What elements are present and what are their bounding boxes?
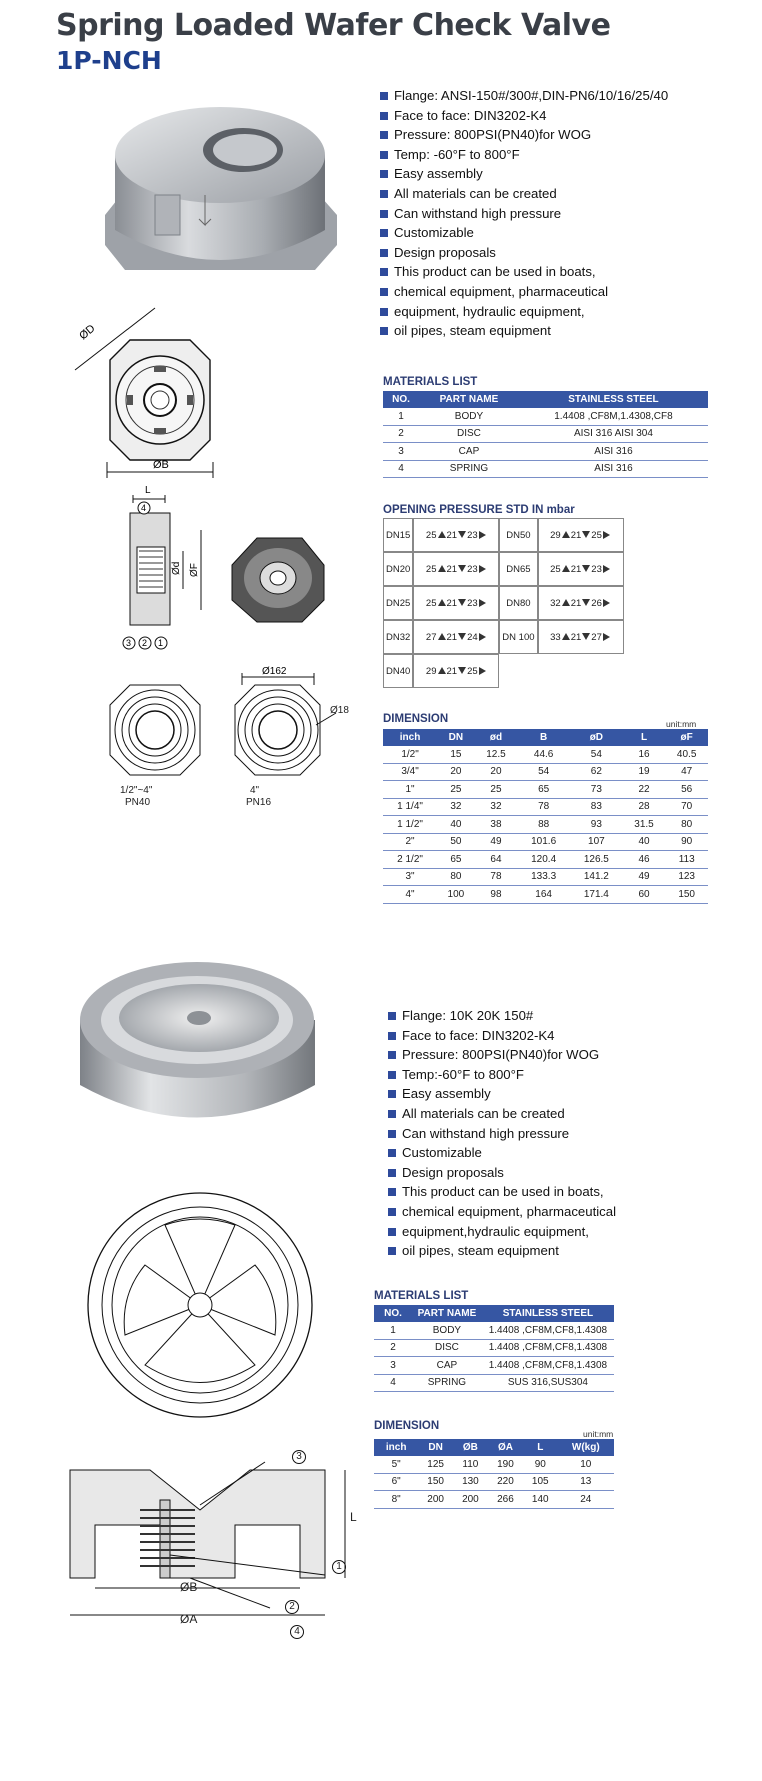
gasket1-rating: PN40 (125, 797, 151, 808)
pressure-value: 25 (550, 563, 561, 575)
table-row (383, 886, 708, 904)
dimension-title-2: DIMENSION (374, 1420, 440, 1432)
pressure-value: 25 (467, 665, 478, 677)
pressure-cell (413, 518, 499, 552)
table-cell: 19 (623, 763, 666, 781)
feature-item-cont: equipment,hydraulic equipment, (388, 1222, 688, 1242)
table-cell: 60 (623, 886, 666, 904)
pressure-value: 29 (550, 529, 561, 541)
col-header: W(kg) (558, 1439, 614, 1456)
pressure-value: 21 (446, 631, 458, 643)
table-cell: 140 (523, 1491, 558, 1509)
feature-item: All materials can be created (388, 1104, 688, 1124)
table-cell: 164 (517, 886, 570, 904)
table-cell: 1 1/4" (383, 798, 437, 816)
gasket2-size: 4" (250, 785, 260, 796)
page-title: Spring Loaded Wafer Check Valve (56, 8, 611, 43)
arrow-up-icon (438, 565, 446, 572)
unit-label-1: unit:mm (666, 719, 697, 729)
table-row (383, 654, 624, 688)
arrow-up-icon (562, 531, 570, 538)
table-cell: 220 (488, 1473, 523, 1491)
table-row (383, 781, 708, 799)
table-cell: 78 (475, 868, 518, 886)
product1-feature-list (380, 86, 680, 341)
arrow-up-icon (438, 667, 446, 674)
col-header: ØA (488, 1439, 523, 1456)
feature-item: Temp: -60°F to 800°F (380, 145, 680, 165)
col-header: STAINLESS STEEL (519, 391, 708, 408)
pressure-value: 23 (467, 563, 478, 575)
table-cell: 130 (453, 1473, 488, 1491)
cutaway-drawing (222, 520, 332, 630)
table-cell: 31.5 (623, 816, 666, 834)
table-cell: 22 (623, 781, 666, 799)
feature-item: This product can be used in boats, (388, 1182, 688, 1202)
table-row (383, 552, 624, 586)
table-cell: 62 (570, 763, 623, 781)
arrow-rt-icon (479, 565, 486, 573)
table-cell: 25 (437, 781, 475, 799)
table-cell: 56 (665, 781, 708, 799)
dn-cell: DN25 (383, 586, 413, 620)
pressure-value: 33 (550, 631, 561, 643)
table-cell: 110 (453, 1456, 488, 1473)
table-cell: 125 (418, 1456, 453, 1473)
product1-photo (95, 95, 345, 285)
pressure-cell (538, 518, 624, 552)
pressure-value: 21 (446, 597, 458, 609)
table-row (383, 833, 708, 851)
table-row (383, 518, 624, 552)
table-row (383, 868, 708, 886)
arrow-dw-icon (458, 633, 466, 640)
dim-label-o162: Ø162 (262, 666, 287, 677)
dim-label-of: ØF (189, 563, 200, 577)
col-header: DN (418, 1439, 453, 1456)
col-header: DN (437, 729, 475, 746)
table-cell: 38 (475, 816, 518, 834)
side-section-drawing (115, 485, 215, 660)
opening-pressure-grid (383, 518, 628, 688)
feature-item: Can withstand high pressure (388, 1124, 688, 1144)
pressure-value: 23 (467, 597, 478, 609)
pressure-value: 21 (570, 529, 582, 541)
product2-feature-list (388, 1006, 688, 1261)
pressure-cell (538, 586, 624, 620)
table-cell: 190 (488, 1456, 523, 1473)
table-cell: 80 (665, 816, 708, 834)
feature-item: Customizable (380, 223, 680, 243)
table-cell: 1/2" (383, 746, 437, 763)
table-cell: 16 (623, 746, 666, 763)
pressure-value: 25 (425, 529, 437, 541)
arrow-up-icon (438, 633, 446, 640)
callout-2: 2 (142, 638, 148, 648)
table-cell: 105 (523, 1473, 558, 1491)
table-row (383, 851, 708, 869)
pressure-cell (538, 552, 624, 586)
table-row (383, 798, 708, 816)
feature-item: Temp:-60°F to 800°F (388, 1065, 688, 1085)
table-cell: 70 (665, 798, 708, 816)
arrow-rt-icon (603, 633, 610, 641)
col-header: STAINLESS STEEL (482, 1305, 614, 1322)
table-cell: 46 (623, 851, 666, 869)
table-cell: 90 (665, 833, 708, 851)
table-cell: 32 (437, 798, 475, 816)
feature-item-cont: oil pipes, steam equipment (388, 1241, 688, 1261)
feature-item: Design proposals (380, 243, 680, 263)
table-row: 3 CAP AISI 316 (383, 443, 708, 461)
table-row: 2 DISC 1.4408 ,CF8M,CF8,1.4308 (374, 1339, 614, 1357)
table-cell: 1 1/2" (383, 816, 437, 834)
callout-4: 4 (290, 1625, 304, 1639)
table-cell: 13 (558, 1473, 614, 1491)
arrow-rt-icon (479, 599, 486, 607)
col-header: ØB (453, 1439, 488, 1456)
table-cell: 64 (475, 851, 518, 869)
dim-label-o18: Ø18 (330, 705, 349, 716)
pressure-value: 21 (570, 631, 582, 643)
col-header: L (623, 729, 666, 746)
pressure-value: 27 (591, 631, 602, 643)
table-cell: 25 (475, 781, 518, 799)
arrow-up-icon (562, 599, 570, 606)
feature-item: Pressure: 800PSI(PN40)for WOG (380, 125, 680, 145)
arrow-dw-icon (458, 599, 466, 606)
table-row: 2 DISC AISI 316 AISI 304 (383, 425, 708, 443)
table-cell: 141.2 (570, 868, 623, 886)
col-header: L (523, 1439, 558, 1456)
dn-cell: DN65 (499, 552, 537, 586)
pressure-value: 32 (550, 597, 561, 609)
table-cell: 65 (517, 781, 570, 799)
arrow-dw-icon (458, 531, 466, 538)
arrow-dw-icon (582, 531, 590, 538)
table-cell: 150 (418, 1473, 453, 1491)
section-drawing-2 (60, 1460, 360, 1760)
table-cell: 32 (475, 798, 518, 816)
feature-item: Can withstand high pressure (380, 204, 680, 224)
table-row (383, 586, 624, 620)
table-cell: 2" (383, 833, 437, 851)
arrow-rt-icon (479, 633, 486, 641)
dim-label-ob: ØB (153, 459, 169, 471)
col-header: inch (383, 729, 437, 746)
feature-item: Design proposals (388, 1163, 688, 1183)
gasket-drawings (90, 665, 340, 790)
dn-cell: DN32 (383, 620, 413, 654)
table-cell: 73 (570, 781, 623, 799)
pressure-cell (413, 552, 499, 586)
front-view-drawing (55, 300, 240, 485)
col-header: ød (475, 729, 518, 746)
table-cell: 200 (453, 1491, 488, 1509)
pressure-value: 25 (591, 529, 602, 541)
pressure-value: 23 (467, 529, 478, 541)
table-row (383, 620, 624, 654)
table-cell: 40.5 (665, 746, 708, 763)
table-cell: 90 (523, 1456, 558, 1473)
gasket1-size: 1/2"~4" (120, 785, 153, 796)
table-cell: 200 (418, 1491, 453, 1509)
pressure-cell (538, 620, 624, 654)
arrow-up-icon (438, 599, 446, 606)
table-row: 3 CAP 1.4408 ,CF8M,CF8,1.4308 (374, 1357, 614, 1375)
dn-cell: DN15 (383, 518, 413, 552)
feature-item: Easy assembly (388, 1084, 688, 1104)
table-row: 4 SPRING SUS 316,SUS304 (374, 1374, 614, 1392)
arrow-up-icon (438, 531, 446, 538)
dim-label-l: L (145, 485, 151, 496)
table-cell: 101.6 (517, 833, 570, 851)
col-header: PART NAME (419, 391, 519, 408)
dim-label-ob-2: ØB (180, 1580, 198, 1594)
table-cell: 54 (517, 763, 570, 781)
table-cell: 50 (437, 833, 475, 851)
arrow-rt-icon (603, 565, 610, 573)
table-cell: 88 (517, 816, 570, 834)
feature-item-cont: chemical equipment, pharmaceutical (388, 1202, 688, 1222)
pressure-value: 25 (425, 563, 437, 575)
dn-cell: DN50 (499, 518, 537, 552)
dim-label-oa: ØA (180, 1612, 198, 1626)
table-cell: 1" (383, 781, 437, 799)
table-cell: 80 (437, 868, 475, 886)
gasket2-rating: PN16 (246, 797, 272, 808)
pressure-value: 29 (425, 665, 437, 677)
table-cell: 3/4" (383, 763, 437, 781)
col-header: øD (570, 729, 623, 746)
col-header: PART NAME (412, 1305, 482, 1322)
model-number: 1P-NCH (56, 46, 162, 75)
front-view-drawing-2 (75, 1185, 325, 1425)
arrow-dw-icon (582, 599, 590, 606)
opening-pressure-title: OPENING PRESSURE STD IN mbar (383, 504, 575, 516)
pressure-cell (413, 586, 499, 620)
arrow-dw-icon (458, 565, 466, 572)
table-cell: 28 (623, 798, 666, 816)
table-cell: 98 (475, 886, 518, 904)
dimension-title-1: DIMENSION (383, 713, 449, 725)
table-row: 1 BODY 1.4408 ,CF8M,CF8,1.4308 (374, 1322, 614, 1339)
feature-item-cont: oil pipes, steam equipment (380, 321, 680, 341)
materials-table-1 (383, 391, 708, 478)
callout-1: 1 (332, 1560, 346, 1574)
table-cell: 65 (437, 851, 475, 869)
product2-photo (75, 950, 325, 1140)
col-header: NO. (383, 391, 419, 408)
arrow-dw-icon (582, 565, 590, 572)
pressure-value: 21 (446, 529, 458, 541)
callout-4: 4 (141, 503, 147, 513)
feature-item: This product can be used in boats, (380, 262, 680, 282)
arrow-rt-icon (603, 531, 610, 539)
table-row (383, 816, 708, 834)
unit-label-2: unit:mm (583, 1429, 614, 1439)
table-row: 4 SPRING AISI 316 (383, 460, 708, 478)
materials-title-1: MATERIALS LIST (383, 376, 478, 388)
dn-cell: DN 100 (499, 620, 537, 654)
feature-item: Flange: 10K 20K 150# (388, 1006, 688, 1026)
feature-item: All materials can be created (380, 184, 680, 204)
table-cell: 20 (437, 763, 475, 781)
table-cell: 100 (437, 886, 475, 904)
table-row (374, 1473, 614, 1491)
table-cell: 24 (558, 1491, 614, 1509)
pressure-value: 23 (591, 563, 602, 575)
pressure-value: 24 (467, 631, 478, 643)
callout-3: 3 (292, 1450, 306, 1464)
table-row (383, 763, 708, 781)
table-cell: 47 (665, 763, 708, 781)
col-header: øF (665, 729, 708, 746)
pressure-value: 26 (591, 597, 602, 609)
feature-item: Face to face: DIN3202-K4 (388, 1026, 688, 1046)
arrow-dw-icon (458, 667, 466, 674)
table-cell: 40 (437, 816, 475, 834)
table-cell: 5" (374, 1456, 418, 1473)
arrow-rt-icon (479, 531, 486, 539)
pressure-value: 21 (446, 563, 458, 575)
dimension-table-2 (374, 1439, 614, 1509)
dim-label-od: ØD (77, 322, 98, 343)
callout-1: 1 (158, 638, 164, 648)
arrow-rt-icon (479, 667, 486, 675)
feature-item: Easy assembly (380, 164, 680, 184)
table-cell: 93 (570, 816, 623, 834)
col-header: B (517, 729, 570, 746)
table-cell: 123 (665, 868, 708, 886)
table-cell: 3" (383, 868, 437, 886)
arrow-rt-icon (603, 599, 610, 607)
table-cell: 54 (570, 746, 623, 763)
col-header: inch (374, 1439, 418, 1456)
table-cell: 2 1/2" (383, 851, 437, 869)
table-cell: 8" (374, 1491, 418, 1509)
pressure-value: 21 (446, 665, 458, 677)
feature-item: Pressure: 800PSI(PN40)for WOG (388, 1045, 688, 1065)
table-cell: 40 (623, 833, 666, 851)
pressure-value: 27 (425, 631, 437, 643)
table-cell: 20 (475, 763, 518, 781)
arrow-dw-icon (582, 633, 590, 640)
table-cell: 266 (488, 1491, 523, 1509)
dimension-table-1 (383, 729, 708, 904)
callout-2: 2 (285, 1600, 299, 1614)
table-row (374, 1491, 614, 1509)
col-header: NO. (374, 1305, 412, 1322)
dim-label-l-2: L (350, 1510, 357, 1524)
table-cell: 107 (570, 833, 623, 851)
pressure-value: 21 (570, 597, 582, 609)
table-cell: 4" (383, 886, 437, 904)
pressure-cell (413, 620, 499, 654)
feature-item: Face to face: DIN3202-K4 (380, 106, 680, 126)
table-cell: 120.4 (517, 851, 570, 869)
table-cell: 15 (437, 746, 475, 763)
table-cell: 10 (558, 1456, 614, 1473)
callout-3: 3 (126, 638, 132, 648)
dn-cell: DN40 (383, 654, 413, 688)
materials-title-2: MATERIALS LIST (374, 1290, 469, 1302)
feature-item: Flange: ANSI-150#/300#,DIN-PN6/10/16/25/40 (380, 86, 680, 106)
pressure-cell (413, 654, 499, 688)
materials-table-2 (374, 1305, 614, 1392)
table-cell: 49 (475, 833, 518, 851)
table-row: 1 BODY 1.4408 ,CF8M,1.4308,CF8 (383, 408, 708, 425)
table-cell: 150 (665, 886, 708, 904)
dim-label-od-small: Ød (171, 561, 182, 575)
table-cell: 113 (665, 851, 708, 869)
dn-cell: DN80 (499, 586, 537, 620)
pressure-value: 21 (570, 563, 582, 575)
table-cell: 126.5 (570, 851, 623, 869)
arrow-up-icon (562, 565, 570, 572)
dn-cell: DN20 (383, 552, 413, 586)
table-cell: 6" (374, 1473, 418, 1491)
table-cell: 44.6 (517, 746, 570, 763)
table-row (374, 1456, 614, 1473)
arrow-up-icon (562, 633, 570, 640)
feature-item-cont: chemical equipment, pharmaceutical (380, 282, 680, 302)
pressure-value: 25 (425, 597, 437, 609)
table-cell: 171.4 (570, 886, 623, 904)
opening-pressure-table (383, 518, 624, 688)
table-cell: 49 (623, 868, 666, 886)
table-cell: 12.5 (475, 746, 518, 763)
table-cell: 133.3 (517, 868, 570, 886)
table-row (383, 746, 708, 763)
feature-item-cont: equipment, hydraulic equipment, (380, 302, 680, 322)
table-cell: 78 (517, 798, 570, 816)
table-cell: 83 (570, 798, 623, 816)
feature-item: Customizable (388, 1143, 688, 1163)
